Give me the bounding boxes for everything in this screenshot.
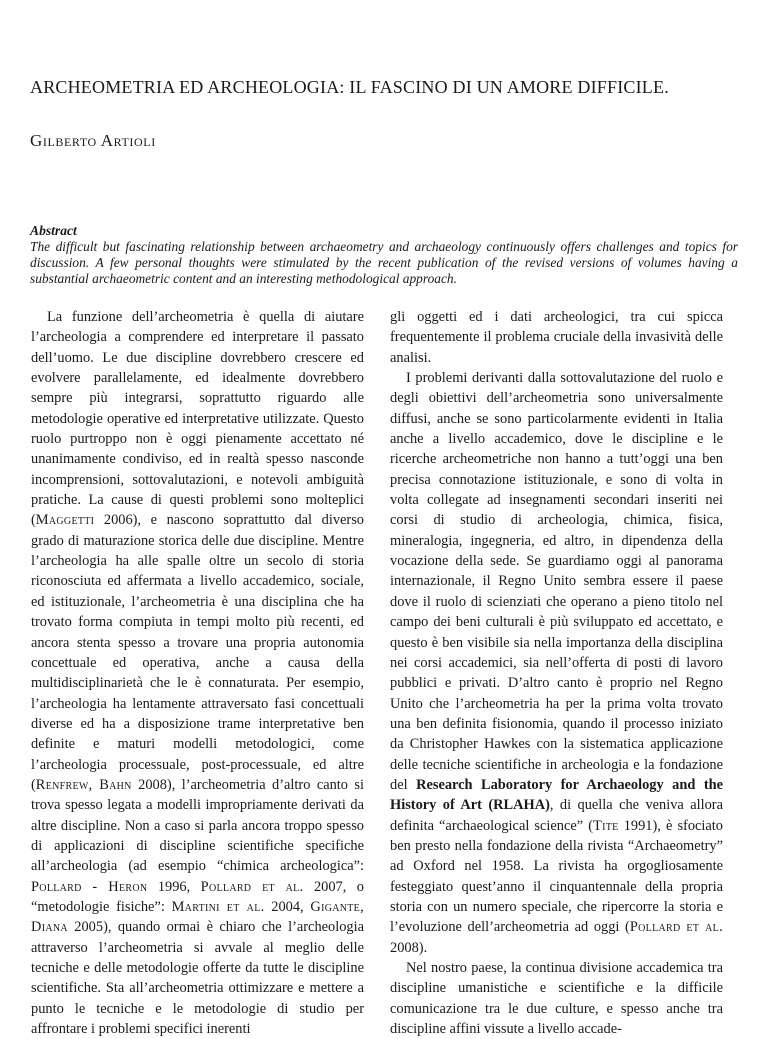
citation: Pollard et al. <box>629 919 723 936</box>
citation: Gigante, Diana <box>31 898 364 936</box>
paragraph <box>31 307 364 1039</box>
text-run: I problemi derivanti dalla sottovalutazione del ruolo e degli obiettivi dell’archeometria sono universalmente diffusi, anche se sono particolarmente evidenti in Italia anche a livello accademico, dove le discipline e le ricerche archeometriche non hanno a tutt’oggi una ben precisa connotazione istituzionale, e sono di volta in volta collegate ad insegnamenti secondari inseriti nei corsi di studio di archeologia, chimica, fisica, mineralogia, ingegneria, ed altro, in dipendenza della vocazione della sede. Se guardiamo oggi al panorama internazionale, il Regno Unito sembra essere il paese dove il ruolo di scienziati che operano a pieno titolo nel campo dei beni culturali è più sviluppato ed accettato, e questo è ben visibile sia nella importanza della disciplina nei corsi accademici, sia nell’offerta di posti di lavoro pubblici e privati. D’altro canto è proprio nel Regno Unito che l’archeometria ha per la prima volta trovato una ben definita fisionomia, quando il processo iniziato da Christopher Hawkes con la sistematica applicazione delle tecniche scientifiche in archeologia e la fondazione del <box>390 370 723 793</box>
text-run: 2006), e nascono soprattutto dal diverso grado di maturazione storica delle due discipline. Mentre l’archeologia ha alle spalle oltre un secolo di storia riconosciuta ed affermata a livello accademico, sociale, ed istituzionale, l’archeometria è una disciplina che ha trovato forma compiuta in tempi molto più recenti, ed ancora stenta spesso a trovare una propria autonomia concettuale ed operativa, anche a causa della multidisciplinarietà che le è connaturata. Per esempio, l’archeologia ha lentamente attraversato fasi concettuali diverse ed ha a disposizione trame interpretative ben definite e maturi modelli metodologici, come l’archeologia processuale, post-processuale, ed altre ( <box>31 512 364 793</box>
paragraph: Nel nostro paese, la continua divisione accademica tra discipline umanistiche e scientifiche e la difficile comunicazione tra le due culture, e spesso anche tra discipline affini vissute a livello accade- <box>390 960 723 1038</box>
abstract-section <box>30 223 738 288</box>
text-run: , di quella che veniva allora definita “archaeological science” ( <box>390 797 723 834</box>
body-column-right <box>390 307 723 1039</box>
organization-name: Research Laboratory for Archaeology and the History of Art (RLAHA) <box>390 776 724 814</box>
text-run: 2005), quando ormai è chiaro che l’archeologia attraverso l’archeometria si avvale al meglio delle tecniche e delle metodologie offerte da tutte le discipline scientifiche. Sta all’archeometria ottimizzare e mettere a punto le tecniche e le metodologie di studio per affrontare i problemi specifici inerenti <box>31 919 364 1038</box>
author-name: Gilberto Artioli <box>30 131 156 150</box>
paragraph <box>390 368 723 958</box>
citation: Maggetti <box>35 512 95 529</box>
paragraph: gli oggetti ed i dati archeologici, tra cui spicca frequentemente il problema cruciale della invasività delle analisi. <box>390 309 723 366</box>
text-run: 2008), l’archeometria d’altro canto si trova spesso legata a modelli impropriamente derivati da altre discipline. Non a caso si parla ancora troppo spesso di applicazioni di discipline scientifiche specifiche all’archeologia (ad esempio “chimica archeologica”: <box>31 776 365 875</box>
citation: Tite <box>593 817 619 834</box>
citation: Pollard - Heron <box>31 878 148 895</box>
citation: Renfrew, Bahn <box>35 776 132 793</box>
text-run: 1991), è sfociato ben presto nella fondazione della rivista “Archaeometry” ad Oxford nel 1958. La rivista ha orgogliosamente festeggiato quest’anno il cinquantennale della propria storia con un numero speciale, che ripercorre la storia e l’evoluzione dell’archeometria ad oggi ( <box>390 817 723 936</box>
citation: Martini et al. <box>171 898 265 915</box>
text-run: 1996, <box>147 878 201 895</box>
citation: Pollard et al. <box>200 878 304 895</box>
abstract-heading: Abstract <box>30 223 77 238</box>
article-title: ARCHEOMETRIA ED ARCHEOLOGIA: IL FASCINO DI UN AMORE DIFFICILE. <box>30 77 669 97</box>
abstract-text: The difficult but fascinating relationship between archaeometry and archaeology continuously offers challenges and topics for discussion. A few personal thoughts were stimulated by the recent publication of the revised versions of volumes having a substantial archaeometric content and an interesting methodological approach. <box>30 239 738 287</box>
text-run: La funzione dell’archeometria è quella di aiutare l’archeologia a comprendere ed interpretare il passato dell’uomo. Le due discipline dovrebbero crescere ed evolvere parallelamente, ed idealmente dovrebbero sempre più integrarsi, soprattutto riguardo alle metodologie operative ed interpretative utilizzate. Questo ruolo purtroppo non è oggi pienamente accettato né unanimamente condiviso, ed in realtà spesso nasconde incomprensioni, sottovalutazioni, e notevoli ambiguità pratiche. La cause di questi problemi sono molteplici ( <box>31 309 364 529</box>
body-column-left <box>31 307 364 1039</box>
text-run: 2004, <box>264 898 311 915</box>
text-run: 2008). <box>390 939 428 956</box>
text-run: 2007, o “metodologie fisiche”: <box>31 878 364 915</box>
